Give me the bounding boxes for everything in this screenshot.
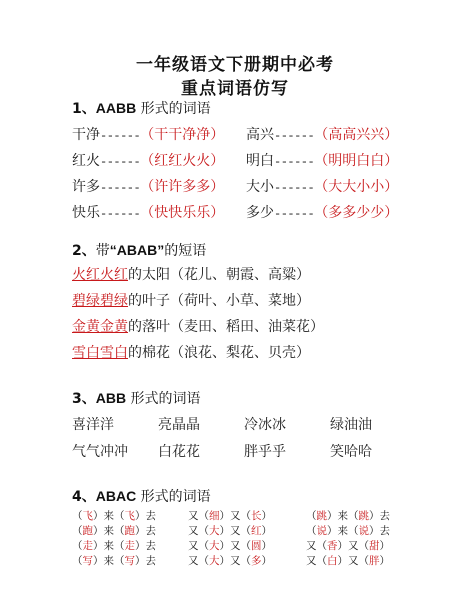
abac-text: （ <box>306 525 317 537</box>
section-1-number: 1、 <box>72 101 96 117</box>
abac-answer: 写 <box>82 555 93 567</box>
abb-word: 胖乎乎 <box>244 444 286 460</box>
abac-text: ）又（ <box>337 555 369 567</box>
abac-phrase <box>72 553 156 568</box>
section-4-label: 形式的词语 <box>136 489 211 505</box>
abab-rest: 的太阳（花儿、朝霞、高粱） <box>128 267 310 283</box>
abac-text: ）又（ <box>219 510 251 522</box>
abac-answer: 甜 <box>369 540 380 552</box>
aabb-word: 许多 <box>72 179 100 195</box>
abac-text: ）去 <box>369 525 390 537</box>
abac-answer: 跑 <box>124 525 135 537</box>
section-2-prefix: 带 <box>95 243 110 259</box>
abac-answer: 大 <box>209 540 220 552</box>
abac-answer: 说 <box>316 525 327 537</box>
abab-rest: 的棉花（浪花、梨花、贝壳） <box>128 345 310 361</box>
abb-word: 冷冰冰 <box>244 417 286 433</box>
page-title: 一年级语文下册期中必考 <box>136 55 334 75</box>
section-1-label: 形式的词语 <box>136 101 211 117</box>
abac-answer: 跳 <box>316 510 327 522</box>
abac-text: ）去 <box>135 510 156 522</box>
abac-answer: 胖 <box>369 555 380 567</box>
aabb-item <box>72 150 224 170</box>
aabb-dash: ------ <box>100 129 141 143</box>
aabb-word: 高兴 <box>246 127 274 143</box>
abac-text: ）去 <box>135 540 156 552</box>
section-2-key: “ABAB” <box>109 242 165 258</box>
aabb-item <box>72 124 224 144</box>
abac-text: （ <box>72 525 83 537</box>
abb-word: 亮晶晶 <box>158 417 200 433</box>
abac-text: 又（ <box>306 540 327 552</box>
abac-phrase <box>188 508 272 523</box>
section-1-key: AABB <box>95 100 137 116</box>
abab-word: 雪白雪白 <box>72 345 128 361</box>
aabb-answer: （红红火火） <box>140 153 225 169</box>
aabb-item <box>246 176 398 196</box>
abac-text: ）又（ <box>219 555 251 567</box>
abb-word: 绿油油 <box>330 417 372 433</box>
abac-text: （ <box>72 510 83 522</box>
abac-answer: 大 <box>209 525 220 537</box>
abb-word: 喜洋洋 <box>72 417 114 433</box>
abac-text: 又（ <box>188 540 209 552</box>
abac-answer: 香 <box>327 540 338 552</box>
section-1-heading <box>72 98 211 118</box>
aabb-word: 红火 <box>72 153 100 169</box>
aabb-word: 多少 <box>246 205 274 221</box>
aabb-answer: （快快乐乐） <box>140 205 225 221</box>
abac-phrase <box>188 553 272 568</box>
abac-text: ）来（ <box>93 510 125 522</box>
aabb-dash: ------ <box>274 207 315 221</box>
abac-text: ） <box>261 540 272 552</box>
abac-answer: 长 <box>251 510 262 522</box>
abac-phrase <box>188 538 272 553</box>
aabb-dash: ------ <box>100 207 141 221</box>
aabb-item <box>246 202 398 222</box>
section-4-number: 4、 <box>72 489 96 505</box>
abac-text: ）去 <box>369 510 390 522</box>
abac-phrase <box>306 508 390 523</box>
aabb-item <box>246 150 398 170</box>
section-2-heading <box>72 240 206 260</box>
abab-phrase <box>72 316 324 336</box>
abab-rest: 的落叶（麦田、稻田、油菜花） <box>128 319 324 335</box>
abac-phrase <box>72 523 156 538</box>
abac-phrase <box>72 538 156 553</box>
aabb-answer: （大大小小） <box>314 179 399 195</box>
abab-phrase <box>72 264 310 284</box>
abac-text: ）来（ <box>327 525 359 537</box>
section-3-number: 3、 <box>72 391 96 407</box>
abab-phrase <box>72 342 310 362</box>
abac-text: ） <box>379 540 390 552</box>
page-subtitle: 重点词语仿写 <box>181 79 289 99</box>
abac-answer: 飞 <box>82 510 93 522</box>
abb-word: 气气冲冲 <box>72 444 128 460</box>
abac-answer: 跳 <box>358 510 369 522</box>
section-4-heading <box>72 486 211 506</box>
abac-answer: 飞 <box>124 510 135 522</box>
abac-phrase <box>306 523 390 538</box>
abab-rest: 的叶子（荷叶、小草、菜地） <box>128 293 310 309</box>
abac-answer: 跑 <box>82 525 93 537</box>
abac-text: ）来（ <box>93 555 125 567</box>
aabb-dash: ------ <box>100 181 141 195</box>
aabb-item <box>72 176 224 196</box>
abac-answer: 红 <box>251 525 262 537</box>
abac-answer: 白 <box>327 555 338 567</box>
section-2-number: 2、 <box>72 243 96 259</box>
abac-text: ） <box>261 555 272 567</box>
abab-phrase <box>72 290 310 310</box>
abac-text: 又（ <box>306 555 327 567</box>
abab-word: 火红火红 <box>72 267 128 283</box>
aabb-word: 快乐 <box>72 205 100 221</box>
abac-text: ）去 <box>135 525 156 537</box>
aabb-answer: （干干净净） <box>140 127 225 143</box>
abac-answer: 多 <box>251 555 262 567</box>
abab-word: 金黄金黄 <box>72 319 128 335</box>
section-3-key: ABB <box>95 390 127 406</box>
aabb-answer: （许许多多） <box>140 179 225 195</box>
aabb-answer: （多多少少） <box>314 205 399 221</box>
abac-text: （ <box>72 555 83 567</box>
abac-answer: 说 <box>358 525 369 537</box>
aabb-answer: （明明白白） <box>314 153 399 169</box>
abac-phrase <box>188 523 272 538</box>
aabb-answer: （高高兴兴） <box>314 127 399 143</box>
abac-answer: 细 <box>209 510 220 522</box>
abac-answer: 走 <box>124 540 135 552</box>
section-4-key: ABAC <box>95 488 137 504</box>
abac-text: ）又（ <box>337 540 369 552</box>
abac-text: ）来（ <box>93 540 125 552</box>
aabb-word: 干净 <box>72 127 100 143</box>
abb-word: 白花花 <box>158 444 200 460</box>
abac-phrase <box>306 538 390 553</box>
aabb-item <box>72 202 224 222</box>
abac-text: ）去 <box>135 555 156 567</box>
aabb-item <box>246 124 398 144</box>
aabb-word: 明白 <box>246 153 274 169</box>
section-2-label: 的短语 <box>164 243 207 259</box>
aabb-word: 大小 <box>246 179 274 195</box>
abac-phrase <box>72 508 156 523</box>
abac-text: ） <box>261 510 272 522</box>
abac-text: ） <box>379 555 390 567</box>
aabb-dash: ------ <box>100 155 141 169</box>
abab-word: 碧绿碧绿 <box>72 293 128 309</box>
aabb-dash: ------ <box>274 181 315 195</box>
abac-text: （ <box>72 540 83 552</box>
abac-text: 又（ <box>188 555 209 567</box>
section-3-label: 形式的词语 <box>126 391 201 407</box>
abac-text: ）又（ <box>219 525 251 537</box>
abac-answer: 走 <box>82 540 93 552</box>
section-3-heading <box>72 388 201 408</box>
abac-text: ） <box>261 525 272 537</box>
abac-phrase <box>306 553 390 568</box>
abac-text: （ <box>306 510 317 522</box>
aabb-dash: ------ <box>274 129 315 143</box>
abb-word: 笑哈哈 <box>330 444 372 460</box>
abac-text: 又（ <box>188 525 209 537</box>
abac-text: ）又（ <box>219 540 251 552</box>
aabb-dash: ------ <box>274 155 315 169</box>
abac-text: 又（ <box>188 510 209 522</box>
abac-text: ）来（ <box>93 525 125 537</box>
abac-text: ）来（ <box>327 510 359 522</box>
abac-answer: 圆 <box>251 540 262 552</box>
abac-answer: 大 <box>209 555 220 567</box>
abac-answer: 写 <box>124 555 135 567</box>
